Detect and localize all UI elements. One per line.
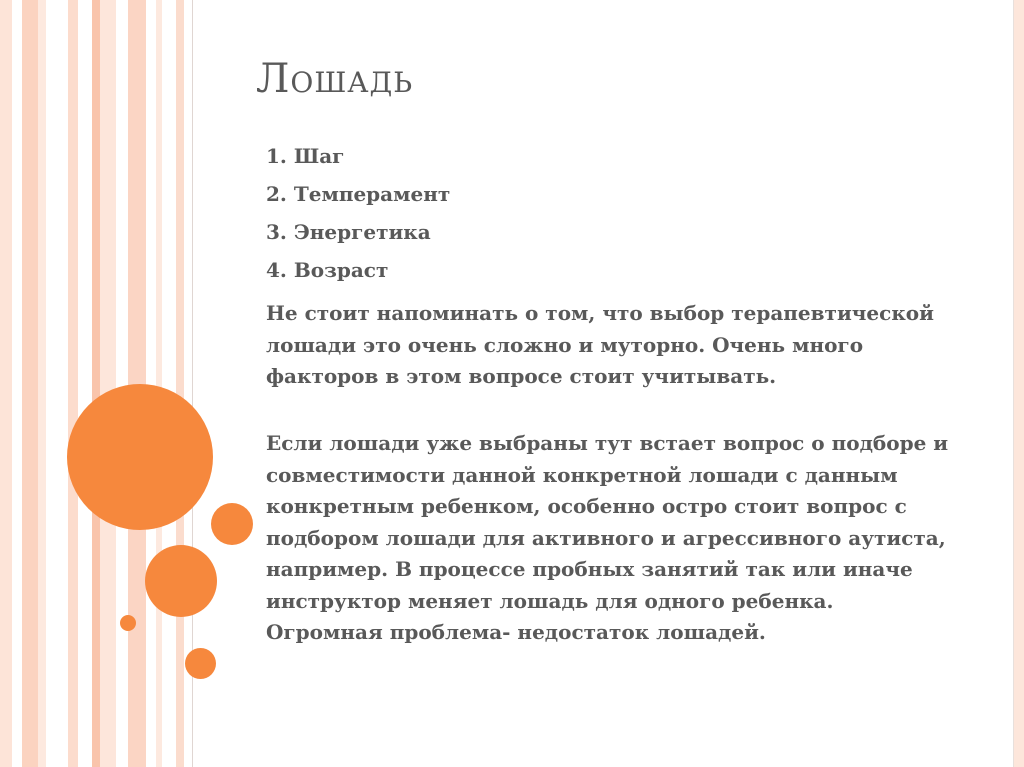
slide-title: Лошадь — [256, 56, 414, 102]
stripe-band — [46, 0, 68, 767]
stripe-band — [1014, 0, 1024, 767]
paragraph-horse-compatibility: Если лошади уже выбраны тут встает вопрос о подборе и совместимости данной конкретной лошади с данным конкретным ребенком, особенно остро стоит вопрос с подбором лошади для активного и агрессивного аутиста, например. В процессе пробных занятий так или иначе инструктор меняет лошадь для одного ребенка. Огромная проблема- недостаток лошадей. — [266, 431, 949, 644]
stripe-band — [116, 0, 128, 767]
list-item: 4. Возраст — [266, 258, 389, 282]
decorative-circle-large — [67, 384, 213, 530]
decorative-circle-small — [185, 648, 216, 679]
stripe-band — [100, 0, 116, 767]
stripe-band — [38, 0, 46, 767]
decorative-circle-small — [211, 503, 253, 545]
stripe-band — [78, 0, 92, 767]
decorative-circle-tiny — [120, 615, 136, 631]
list-item: 2. Темперамент — [266, 182, 451, 206]
paragraph-horse-selection: Не стоит напоминать о том, что выбор терапевтической лошади это очень сложно и муторно. Очень много факторов в этом вопросе стоит учитывать. — [266, 301, 934, 388]
stripe-band — [12, 0, 22, 767]
stripe-band — [68, 0, 78, 767]
factor-list — [266, 143, 956, 295]
stripe-band — [22, 0, 38, 767]
list-item: 3. Энергетика — [266, 220, 431, 244]
stripe-band — [176, 0, 184, 767]
stripe-band — [0, 0, 12, 767]
decorative-circle-medium — [145, 545, 217, 617]
stripe-band — [92, 0, 100, 767]
list-item: 1. Шаг — [266, 144, 345, 168]
stripe-band — [162, 0, 176, 767]
